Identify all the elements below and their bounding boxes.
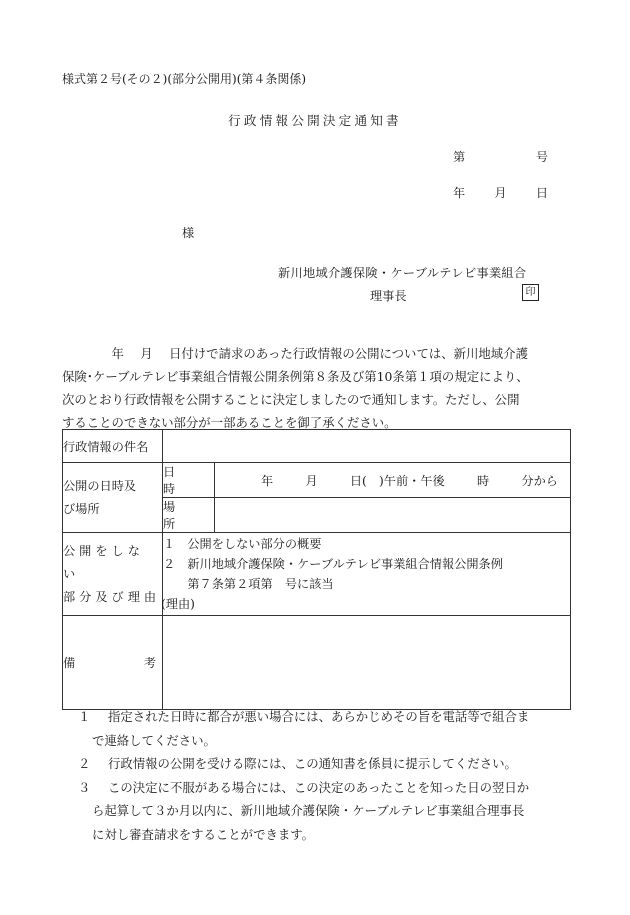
document-date-line: [453, 184, 548, 201]
addressee-suffix: 様: [182, 226, 195, 240]
nondisclosure-label-line: 部分及び理由: [63, 589, 161, 604]
datetime-day-ampm: 日( )午前・午後: [349, 473, 445, 488]
date-year: 年: [453, 186, 466, 200]
datetime-year: 年: [261, 473, 274, 488]
note-line: この決定に不服がある場合には、この決定のあったことを知った日の翌日か: [108, 779, 530, 795]
body-line: 年 月 日付けで請求のあった行政情報の公開については、新川地域介護: [62, 346, 528, 361]
datetime-month: 月: [305, 473, 318, 488]
datetime-hour: 時: [476, 473, 490, 488]
body-line: することのできない部分が一部あることを御了承ください。: [62, 415, 397, 430]
table-row: [63, 463, 571, 498]
note-line: 指定された日時に都合が悪い場合には、あらかじめその旨を電話等で組合ま: [108, 709, 530, 724]
nondisclosure-detail: [163, 533, 571, 616]
note-line: 行政情報の公開を受ける際には、この通知書を係員に提示してください。: [108, 756, 517, 771]
notes-list: [78, 705, 578, 846]
list-item: [78, 776, 578, 847]
remarks-label-right: 考: [143, 656, 156, 670]
list-item: [78, 752, 578, 776]
nondisclosure-label: [63, 533, 163, 616]
nondisclosure-item: ２ 新川地域介護保険・ケーブルテレビ事業組合情報公開条例: [163, 557, 503, 571]
doc-name-label: 行政情報の件名: [63, 430, 163, 463]
nondisclosure-item: １ 公開をしない部分の概要: [163, 537, 322, 551]
document-number-line: [453, 148, 548, 165]
datetime-minute: 分から: [521, 473, 558, 488]
issuer-organization: 新川地域介護保険・ケーブルテレビ事業組合: [278, 266, 527, 280]
table-row: [63, 533, 571, 616]
note-line: で連絡してください。: [92, 732, 216, 748]
list-item: [78, 705, 578, 752]
doc-name-value: [163, 430, 571, 463]
remarks-label: [63, 616, 163, 710]
schedule-label-line: 公開の日時及: [63, 478, 137, 493]
note-line: に対し審査請求をすることができます。: [92, 826, 315, 842]
disclosure-info-table: [62, 429, 571, 710]
table-row: [63, 616, 571, 710]
datetime-value: [215, 463, 571, 498]
note-number: ３: [78, 779, 91, 795]
schedule-label-line: び場所: [63, 501, 100, 516]
nondisclosure-label-line: 公開をしない: [63, 543, 144, 581]
note-number: ２: [78, 756, 91, 771]
datetime-label: 日 時: [163, 463, 215, 498]
note-line: ら起算して３か月以内に、新川地域介護保険・ケーブルテレビ事業組合理事長: [92, 803, 525, 818]
body-line: 保険･ケーブルテレビ事業組合情報公開条例第８条及び第10条第１項の規定により、: [62, 369, 529, 384]
notification-body: [62, 342, 572, 434]
body-line: 次のとおり行政情報を公開することに決定しましたので通知します。ただし、公開: [62, 392, 520, 407]
nondisclosure-reason: (理由): [161, 597, 195, 611]
table-row: [63, 430, 571, 463]
date-day: 日: [535, 186, 548, 200]
schedule-label: [63, 463, 163, 533]
issuer-title: 理事長: [370, 289, 407, 303]
remarks-label-left: 備: [63, 656, 76, 670]
nondisclosure-item: 第７条第２項第 号に該当: [163, 577, 334, 591]
seal-stamp: 印: [522, 284, 539, 301]
remarks-value: [163, 616, 571, 710]
number-suffix: 号: [535, 150, 548, 164]
document-title: 行政情報公開決定通知書: [228, 113, 402, 128]
place-value: [215, 498, 571, 533]
form-label: 様式第２号(その２)(部分公開用)(第４条関係): [62, 72, 307, 86]
note-number: １: [78, 709, 91, 724]
number-prefix: 第: [453, 150, 466, 164]
place-label: 場 所: [163, 498, 215, 533]
date-month: 月: [494, 186, 507, 200]
